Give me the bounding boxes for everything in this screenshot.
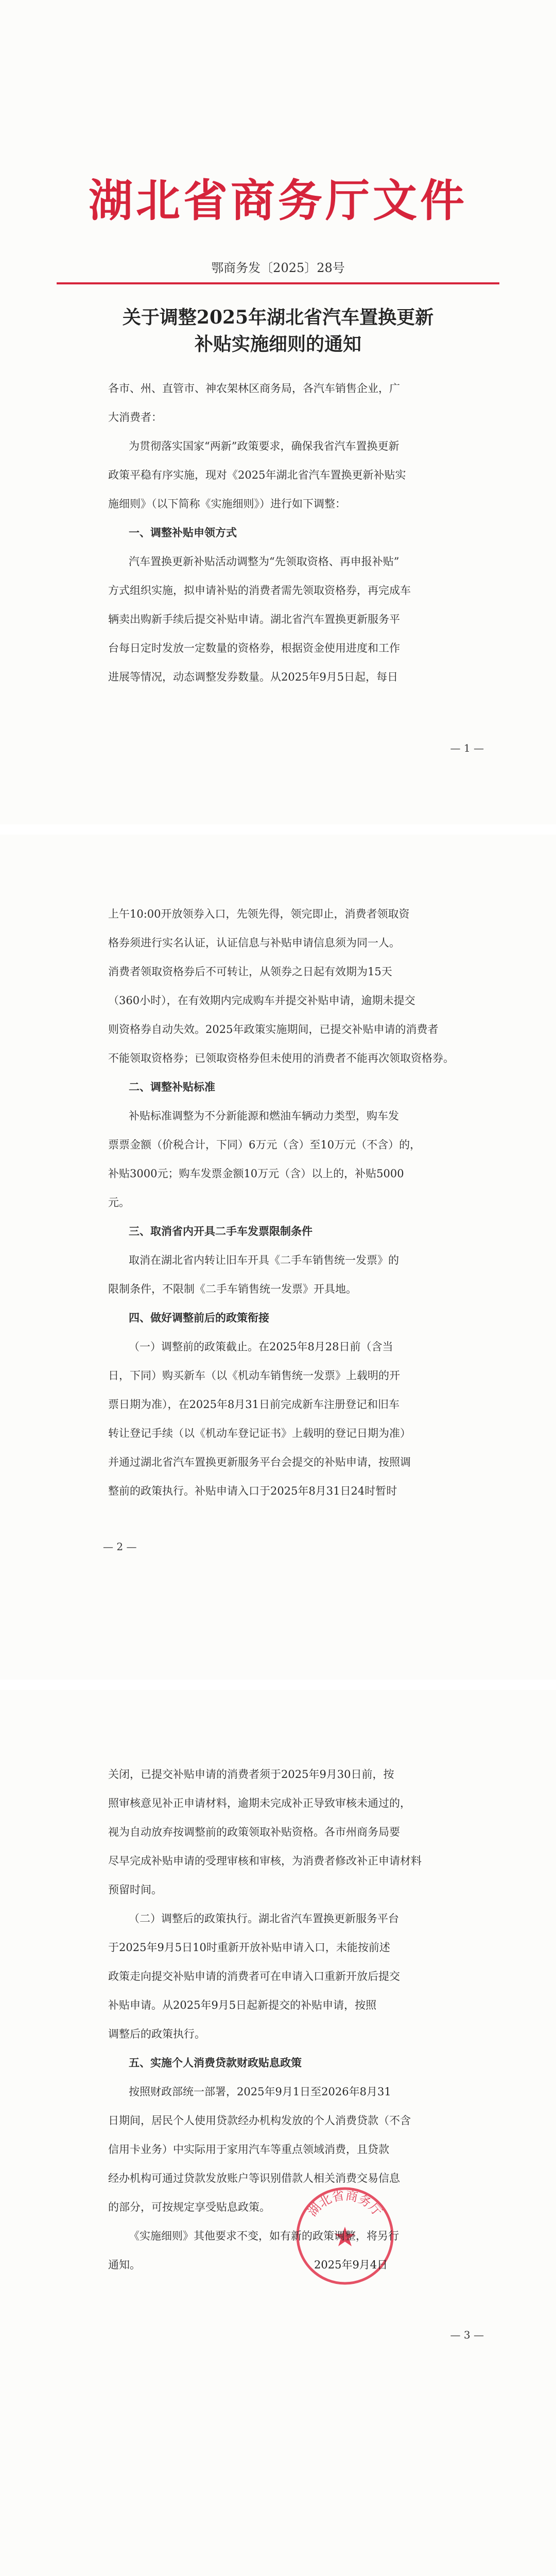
agency-title: 湖北省商务厅文件 xyxy=(89,175,467,227)
body-text-line: 各市、州、直管市、神农架林区商务局，各汽车销售企业，广 xyxy=(108,382,400,395)
section-heading: 一、调整补贴申领方式 xyxy=(129,526,237,539)
body-text-line: 辆卖出购新手续后提交补贴申请。湖北省汽车置换更新服务平 xyxy=(108,613,400,625)
body-text-line: 则资格券自动失效。2025年政策实施期间，已提交补贴申请的消费者 xyxy=(108,1023,439,1036)
body-text-line: 大消费者： xyxy=(108,411,162,423)
body-text-line: 施细则》（以下简称《实施细则》）进行如下调整： xyxy=(108,498,346,510)
body-text-line: 于2025年9月5日10时重新开放补贴申请入口，未能按前述 xyxy=(108,1941,390,1954)
document-page-3 xyxy=(0,1690,556,2576)
body-text-line: 政策平稳有序实施，现对《2025年湖北省汽车置换更新补贴实 xyxy=(108,469,406,481)
section-heading: 三、取消省内开具二手车发票限制条件 xyxy=(129,1225,312,1238)
body-text-line: 《实施细则》其他要求不变，如有新的政策调整，将另行 xyxy=(129,2230,399,2242)
body-text-line: 预留时间。 xyxy=(108,1884,162,1896)
body-text-line: 元。 xyxy=(108,1196,130,1209)
red-header-rule xyxy=(57,282,499,284)
section-heading: 二、调整补贴标准 xyxy=(129,1080,215,1093)
body-text-line: 按照财政部统一部署，2025年9月1日至2026年8月31 xyxy=(129,2086,391,2098)
body-text-line: 限制条件，不限制《二手车销售统一发票》开具地。 xyxy=(108,1283,357,1295)
body-text-line: 补贴申请。从2025年9月5日起新提交的补贴申请，按照 xyxy=(108,1999,377,2011)
body-text-line: 政策走向提交补贴申请的消费者可在申请入口重新开放后提交 xyxy=(108,1970,400,1982)
section-heading: 四、做好调整前后的政策衔接 xyxy=(129,1311,269,1324)
body-text-line: 取消在湖北省内转让旧车开具《二手车销售统一发票》的 xyxy=(129,1254,399,1266)
page-number: — 1 — xyxy=(450,742,484,754)
body-text-line: 为贯彻落实国家“两新”政策要求，确保我省汽车置换更新 xyxy=(129,440,399,452)
body-text-line: 补贴标准调整为不分新能源和燃油车辆动力类型，购车发 xyxy=(129,1110,399,1122)
document-title-line-2: 补贴实施细则的通知 xyxy=(194,333,361,355)
page-number: — 3 — xyxy=(450,2329,484,2341)
section-heading: 五、实施个人消费贷款财政贴息政策 xyxy=(129,2056,302,2069)
body-text-line: 调整后的政策执行。 xyxy=(108,2028,205,2040)
body-text-line: 照审核意见补正申请材料，逾期未完成补正导致审核未通过的， xyxy=(108,1797,411,1809)
body-text-line: （二）调整后的政策执行。湖北省汽车置换更新服务平台 xyxy=(129,1912,399,1925)
signature-date: 2025年9月4日 xyxy=(314,2259,388,2271)
body-text-line: 经办机构可通过贷款发放账户等识别借款人相关消费交易信息 xyxy=(108,2172,400,2184)
body-text-line: 消费者领取资格券后不可转让，从领券之日起有效期为15天 xyxy=(108,965,392,978)
body-text-line: 方式组织实施，拟申请补贴的消费者需先领取资格券，再完成车 xyxy=(108,584,411,597)
body-text-line: 不能领取资格券；已领取资格券但未使用的消费者不能再次领取资格券。 xyxy=(108,1052,454,1064)
body-text-line: 日期间，居民个人使用贷款经办机构发放的个人消费贷款（不含 xyxy=(108,2114,411,2127)
body-text-line: 票日期为准），在2025年8月31日前完成新车注册登记和旧车 xyxy=(108,1398,400,1411)
body-text-line: 汽车置换更新补贴活动调整为“先领取资格、再申报补贴” xyxy=(129,555,399,568)
page-number: — 2 — xyxy=(103,1540,137,1553)
body-text-line: 整前的政策执行。补贴申请入口于2025年8月31日24时暂时 xyxy=(108,1485,397,1497)
body-text-line: 上午10:00开放领券入口，先领先得，领完即止，消费者领取资 xyxy=(108,908,410,920)
body-text-line: （360小时），在有效期内完成购车并提交补贴申请，逾期未提交 xyxy=(108,994,415,1007)
document-title-line-1: 关于调整2025年湖北省汽车置换更新 xyxy=(122,307,434,328)
body-text-line: 信用卡业务）中实际用于家用汽车等重点领域消费，且贷款 xyxy=(108,2143,389,2156)
svg-text:湖北省商务厅: 湖北省商务厅 xyxy=(305,2188,385,2219)
page-separator xyxy=(0,1680,556,1690)
body-text-line: 转让登记手续（以《机动车登记证书》上载明的登记日期为准） xyxy=(108,1427,411,1439)
body-text-line: 尽早完成补贴申请的受理审核和审核，为消费者修改补正申请材料 xyxy=(108,1855,422,1867)
body-text-line: 台每日定时发放一定数量的资格券，根据资金使用进度和工作 xyxy=(108,642,400,654)
document-number: 鄂商务发〔2025〕28号 xyxy=(211,261,345,275)
body-text-line: 的部分，可按规定享受贴息政策。 xyxy=(108,2201,270,2213)
document-page-2 xyxy=(0,835,556,1680)
body-text-line: 并通过湖北省汽车置换更新服务平台会提交的补贴申请，按照调 xyxy=(108,1456,411,1468)
body-text-line: 格券须进行实名认证，认证信息与补贴申请信息须为同一人。 xyxy=(108,937,400,949)
body-text-line: 补贴3000元；购车发票金额10万元（含）以上的，补贴5000 xyxy=(108,1167,404,1180)
document-page-1 xyxy=(0,0,556,824)
page-separator xyxy=(0,824,556,835)
body-text-line: 通知。 xyxy=(108,2259,141,2271)
body-text-line: 进展等情况，动态调整发券数量。从2025年9月5日起，每日 xyxy=(108,671,398,683)
body-text-line: （一）调整前的政策截止。在2025年8月28日前（含当 xyxy=(129,1341,393,1353)
body-text-line: 日，下同）购买新车（以《机动车销售统一发票》上载明的开 xyxy=(108,1369,400,1382)
body-text-line: 票票金额（价税合计，下同）6万元（含）至10万元（不含）的， xyxy=(108,1139,421,1151)
body-text-line: 视为自动放弃按调整前的政策领取补贴资格。各市州商务局要 xyxy=(108,1826,400,1838)
body-text-line: 关闭，已提交补贴申请的消费者须于2025年9月30日前，按 xyxy=(108,1768,394,1781)
